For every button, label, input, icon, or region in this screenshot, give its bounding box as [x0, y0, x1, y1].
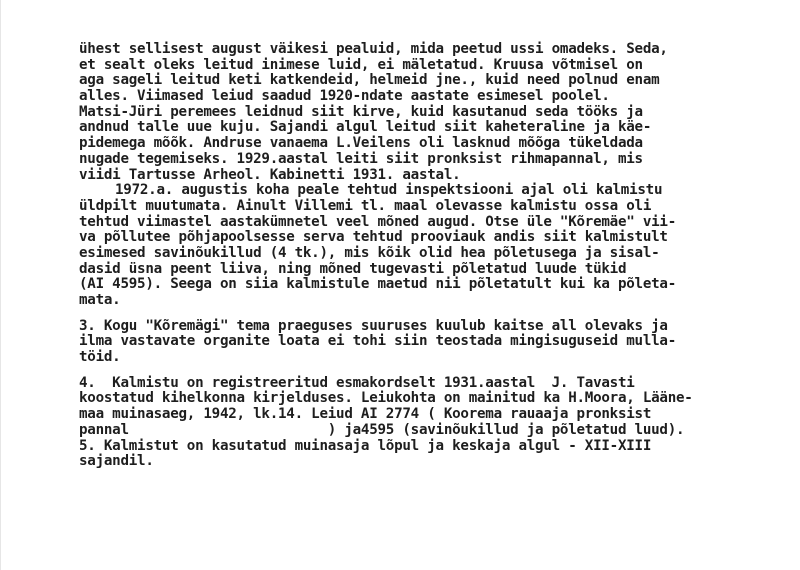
text-line: koostatud kihelkonna kirjelduses. Leiukohta on mainitud ka H.Moora, Lääne-: [79, 390, 693, 407]
text-line: andnud talle uue kuju. Sajandi algul leitud siit kaheteraline ja käe-: [79, 119, 652, 136]
paragraph-continued: [79, 42, 779, 183]
text-line: ilma vastavate organite loata ei tohi siin teostada mingisuguseid mulla-: [79, 333, 676, 350]
text-line: dasid üsna peent liiva, ning mõned tugevasti põletatud luude tükid: [79, 260, 627, 277]
text-line: alles. Viimased leiud saadud 1920-ndate aastate esimesel poolel.: [79, 88, 610, 105]
text-line: (AI 4595). Seega on siia kalmistule maetud nii põletatult kui ka põleta-: [79, 276, 676, 293]
text-line: mata.: [79, 292, 121, 308]
text-line: maa muinasaeg, 1942, lk.14. Leiud AI 2774 ( Koorema rauaaja pronksist: [79, 406, 652, 423]
text-line: tehtud viimastel aastakümnetel veel mõned augud. Otse üle "Kõremäe" vii-: [79, 213, 676, 230]
point-5: [79, 439, 779, 470]
point-4: [79, 376, 779, 439]
text-line: 5. Kalmistut on kasutatud muinasaja lõpul ja keskaja algul - XII-XIII: [79, 437, 652, 454]
text-line: pidemega mõõk. Andruse vanaema L.Veilens oli lasknud mõõga tükeldada: [79, 135, 643, 152]
text-line: 3. Kogu "Kõremägi" tema praeguses suuruses kuulub kaitse all olevaks ja: [79, 317, 668, 334]
typewritten-text: [79, 42, 779, 470]
text-line: esimesed savinõukillud (4 tk.), mis kõik olid hea põletusega ja sisal-: [79, 244, 660, 261]
text-line: pannal ) ja4595 (savinõukillud ja põletatud luud).: [79, 421, 685, 438]
text-line: sajandil.: [79, 453, 154, 470]
text-line: nugade tegemiseks. 1929.aastal leiti siit pronksist rihmapannal, mis: [79, 150, 643, 167]
text-line: et sealt oleks leitud inimese luid, ei mäletatud. Kruusa võtmisel on: [79, 56, 643, 73]
text-line: ühest sellisest august väikesi pealuid, mida peetud ussi omadeks. Seda,: [79, 41, 668, 57]
text-line: 4. Kalmistu on registreeritud esmakordselt 1931.aastal J. Tavasti: [79, 374, 635, 391]
text-line: töid.: [79, 349, 121, 366]
text-line: aga sageli leitud keti katkendeid, helmeid jne., kuid need polnud enam: [79, 72, 660, 89]
point-3: [79, 319, 779, 366]
text-line: Matsi-Jüri peremees leidnud siit kirve, kuid kasutanud seda tööks ja: [79, 103, 643, 120]
text-line: va põllutee põhjapoolsesse serva tehtud prooviauk andis siit kalmistult: [79, 229, 668, 246]
text-line: üldpilt muutumata. Ainult Villemi tl. maal olevasse kalmistu ossa oli: [79, 197, 652, 214]
text-line: viidi Tartusse Arheol. Kabinetti 1931. aastal.: [79, 166, 461, 183]
text-line: 1972.a. augustis koha peale tehtud inspektsiooni ajal oli kalmistu: [115, 182, 663, 199]
paragraph-1972: [79, 183, 779, 309]
